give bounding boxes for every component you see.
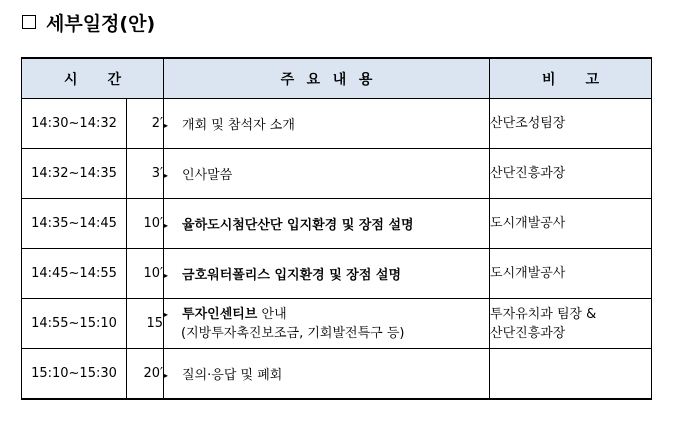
note-cell	[490, 349, 652, 400]
note-cell: 산단진흥과장	[490, 149, 652, 199]
table-row	[22, 199, 652, 249]
content-text: 안내	[257, 306, 287, 322]
time-cell: 14:45~14:55	[22, 249, 127, 299]
duration-cell: 15	[127, 299, 164, 349]
table-row	[22, 99, 652, 149]
content-text-bold: 투자인센티브	[182, 306, 258, 322]
content-text: 질의·응답 및 폐회	[182, 368, 283, 383]
content-subtext: (지방투자촉진보조금, 기회발전특구 등)	[181, 325, 405, 341]
bullet-icon: ▸	[164, 271, 169, 280]
content-cell	[164, 299, 490, 349]
time-cell: 14:35~14:45	[22, 199, 127, 249]
table-row	[22, 249, 652, 299]
bullet-icon: ▸	[164, 371, 169, 380]
content-cell	[164, 99, 490, 149]
note-cell	[490, 299, 652, 349]
note-cell: 도시개발공사	[490, 199, 652, 249]
schedule-table	[21, 57, 652, 400]
content-cell	[164, 349, 490, 400]
bullet-icon: ▸	[164, 221, 169, 230]
duration-cell: 10′	[127, 199, 164, 249]
checkbox-icon	[22, 15, 36, 29]
header-content: 주요내용	[164, 58, 490, 99]
content-text: 개회 및 참석자 소개	[182, 118, 295, 133]
note-cell: 도시개발공사	[490, 249, 652, 299]
duration-cell: 20′	[127, 349, 164, 400]
page-title: 세부일정(안)	[46, 12, 156, 35]
table-header-row	[22, 58, 652, 99]
note-text-2: 산단진흥과장	[490, 325, 566, 341]
time-cell: 14:30~14:32	[22, 99, 127, 149]
table-row	[22, 299, 652, 349]
content-text-bold: 율하도시첨단산단 입지환경 및 장점 설명	[182, 218, 414, 233]
time-cell: 15:10~15:30	[22, 349, 127, 400]
content-text: 인사말씀	[182, 168, 233, 183]
header-note: 비 고	[490, 58, 652, 99]
time-cell: 14:32~14:35	[22, 149, 127, 199]
section-title	[22, 9, 155, 35]
bullet-icon: ▸	[164, 171, 169, 180]
header-time: 시 간	[22, 58, 164, 99]
note-text: 투자유치과 팀장 &	[490, 306, 597, 322]
content-cell	[164, 149, 490, 199]
duration-cell: 2′	[127, 99, 164, 149]
bullet-icon: ▸	[164, 121, 169, 130]
table-row	[22, 349, 652, 400]
time-cell: 14:55~15:10	[22, 299, 127, 349]
content-cell	[164, 249, 490, 299]
content-cell	[164, 199, 490, 249]
duration-cell: 10′	[127, 249, 164, 299]
table-row	[22, 149, 652, 199]
bullet-icon: ▸	[164, 309, 169, 319]
content-text-bold: 금호워터폴리스 입지환경 및 장점 설명	[182, 268, 402, 283]
note-cell: 산단조성팀장	[490, 99, 652, 149]
duration-cell: 3′	[127, 149, 164, 199]
